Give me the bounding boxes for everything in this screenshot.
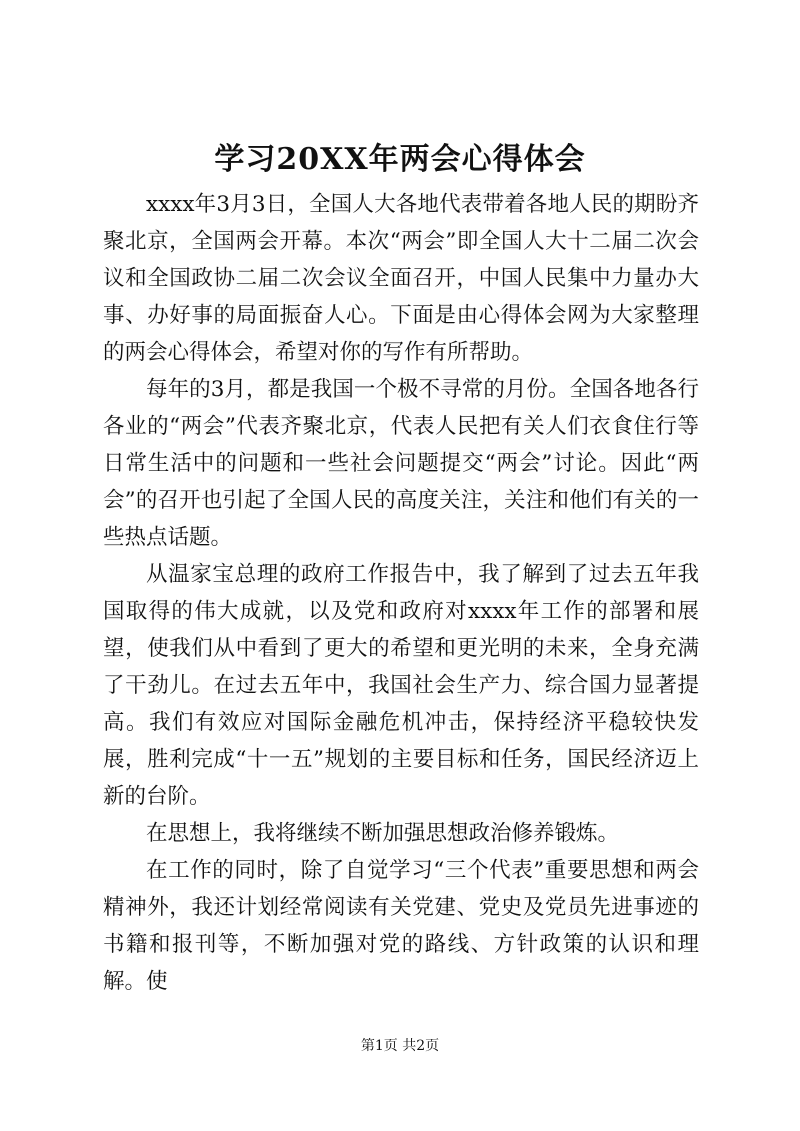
paragraph-5: 在工作的同时，除了自觉学习“三个代表”重要思想和两会精神外，我还计划经常阅读有关党建、党史及党员先进事迹的书籍和报刊等，不断加强对党的路线、方针政策的认识和理解。使 xyxy=(103,858,699,994)
paragraph-2: 每年的3月，都是我国一个极不寻常的月份。全国各地各行各业的“两会”代表齐聚北京，代表人民把有关人们衣食住行等日常生活中的问题和一些社会问题提交“两会”讨论。因此“两会”的召开也引起了全国人民的高度关注，关注和他们有关的一些热点话题。 xyxy=(103,377,699,550)
document-body xyxy=(103,186,699,1000)
paragraph-1: xxxx年3月3日，全国人大各地代表带着各地人民的期盼齐聚北京，全国两会开幕。本次“两会”即全国人大十二届二次会议和全国政协二届二次会议全面召开，中国人民集中力量办大事、办好事的局面振奋人心。下面是由心得体会网为大家整理的两会心得体会，希望对你的写作有所帮助。 xyxy=(103,192,699,365)
document-title: 学习20XX年两会心得体会 xyxy=(214,142,586,177)
page-footer: 第1页 共2页 xyxy=(360,1038,440,1054)
paragraph-3: 从温家宝总理的政府工作报告中，我了解到了过去五年我国取得的伟大成就，以及党和政府对xxxx年工作的部署和展望，使我们从中看到了更大的希望和更光明的未来，全身充满了干劲儿。在过去五年中，我国社会生产力、综合国力显著提高。我们有效应对国际金融危机冲击，保持经济平稳较快发展，胜利完成“十一五”规划的主要目标和任务，国民经济迈上新的台阶。 xyxy=(103,562,699,809)
paragraph-4: 在思想上，我将继续不断加强思想政治修养锻炼。 xyxy=(146,821,620,846)
